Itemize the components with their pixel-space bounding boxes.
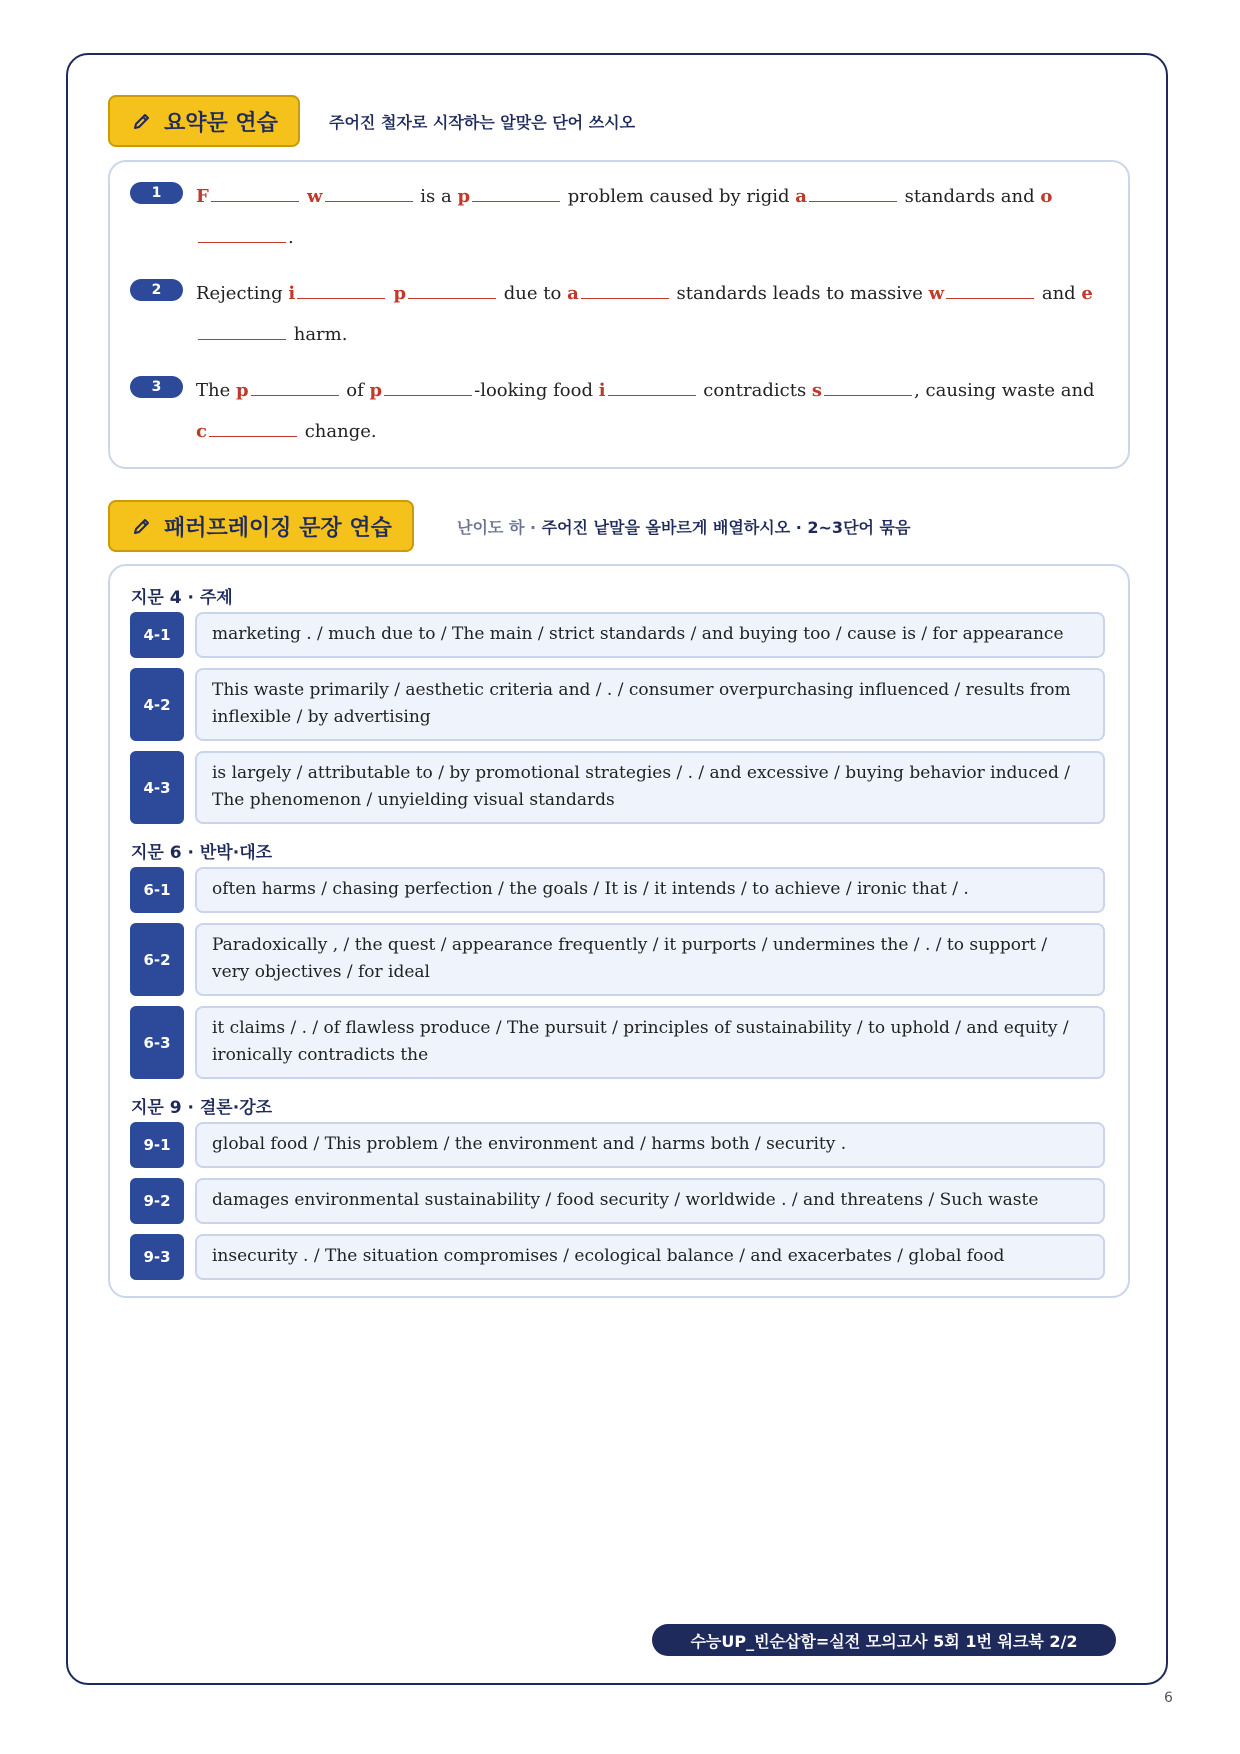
answer-blank [209,416,297,437]
answer-blank [325,181,413,202]
word-chunks-box: This waste primarily / aesthetic criteria and / . / consumer overpurchasing influenced / results from inflexible / by advertising [195,668,1105,741]
initial-letter-hint: o [1040,186,1053,207]
pencil-icon [132,111,152,131]
passage-group-label: 지문 6 · 반박·대조 [131,843,273,863]
answer-blank [472,181,560,202]
answer-blank [809,181,897,202]
item-badge: 9-1 [130,1122,184,1168]
answer-blank [824,375,912,396]
item-number-pill: 3 [130,376,183,398]
sentence-text: standards and [898,186,1041,207]
paraphrase-instruction [457,515,910,538]
sentence-text: . [288,227,294,248]
sentence-text: , causing waste and [914,380,1095,401]
sentence-text: due to [498,283,568,304]
initial-letter-hint: p [369,380,383,401]
sentence-text: problem caused by rigid [562,186,796,207]
passage-group-label: 지문 9 · 결론·강조 [131,1098,273,1118]
passage-group-label: 지문 4 · 주제 [131,588,233,608]
answer-blank [198,222,286,243]
item-badge: 6-3 [130,1006,184,1079]
sentence-text: -looking food [474,380,599,401]
item-badge: 4-1 [130,612,184,658]
item-badge: 9-2 [130,1178,184,1224]
initial-letter-hint: w [928,283,945,304]
answer-blank [251,375,339,396]
answer-blank [408,278,496,299]
paraphrase-section-title: 패러프레이징 문장 연습 [164,515,392,541]
initial-letter-hint: i [288,283,296,304]
initial-letter-hint: i [598,380,606,401]
word-chunks-box: it claims / . / of flawless produce / The pursuit / principles of sustainability / to uphold / and equity / ironically contradicts the [195,1006,1105,1079]
summary-sentence [196,273,1096,355]
sentence-text: The [196,380,236,401]
item-number-pill: 1 [130,182,183,204]
item-badge: 6-2 [130,923,184,996]
item-badge: 9-3 [130,1234,184,1280]
paraphrase-section-tag [108,500,414,552]
initial-letter-hint: s [811,380,823,401]
summary-section-tag [108,95,300,147]
initial-letter-hint: F [196,186,209,207]
item-badge: 4-3 [130,751,184,824]
answer-blank [211,181,299,202]
initial-letter-hint: p [457,186,471,207]
page-number: 6 [1164,1690,1173,1706]
answer-blank [946,278,1034,299]
pencil-icon [132,516,152,536]
word-chunks-box: insecurity . / The situation compromises / ecological balance / and exacerbates / global food [195,1234,1105,1280]
sentence-text: is a [414,186,458,207]
answer-blank [608,375,696,396]
summary-sentence [196,370,1096,452]
word-chunks-box: marketing . / much due to / The main / strict standards / and buying too / cause is / for appearance [195,612,1105,658]
difficulty-label: 난이도 하 · [457,518,537,537]
item-badge: 6-1 [130,867,184,913]
summary-instruction: 주어진 철자로 시작하는 알맞은 단어 쓰시오 [329,113,636,132]
answer-blank [581,278,669,299]
sentence-text: standards leads to massive [670,283,929,304]
initial-letter-hint: c [196,421,207,442]
paraphrase-instruction-text: 주어진 낱말을 올바르게 배열하시오 · 2~3단어 묶음 [541,518,911,537]
word-chunks-box: Paradoxically , / the quest / appearance frequently / it purports / undermines the / . / to support / very objectives / for ideal [195,923,1105,996]
sentence-text: contradicts [697,380,812,401]
sentence-text: and [1036,283,1082,304]
initial-letter-hint: p [387,283,407,304]
sentence-text: Rejecting [196,283,289,304]
answer-blank [198,319,286,340]
summary-section-title: 요약문 연습 [164,110,278,136]
answer-blank [297,278,385,299]
word-chunks-box: damages environmental sustainability / food security / worldwide . / and threatens / Such waste [195,1178,1105,1224]
word-chunks-box: global food / This problem / the environment and / harms both / security . [195,1122,1105,1168]
item-badge: 4-2 [130,668,184,741]
initial-letter-hint: e [1081,283,1093,304]
answer-blank [384,375,472,396]
initial-letter-hint: w [300,186,323,207]
initial-letter-hint: a [567,283,579,304]
summary-sentence [196,176,1096,258]
word-chunks-box: often harms / chasing perfection / the goals / It is / it intends / to achieve / ironic that / . [195,867,1105,913]
sentence-text: of [340,380,370,401]
sentence-text: harm. [288,324,348,345]
word-chunks-box: is largely / attributable to / by promotional strategies / . / and excessive / buying behavior induced / The phenomenon / unyielding visual standards [195,751,1105,824]
item-number-pill: 2 [130,279,183,301]
workbook-footer-label: 수능UP_빈순삽함=실전 모의고사 5회 1번 워크북 2/2 [652,1624,1116,1656]
initial-letter-hint: a [795,186,807,207]
sentence-text: change. [298,421,377,442]
initial-letter-hint: p [235,380,249,401]
